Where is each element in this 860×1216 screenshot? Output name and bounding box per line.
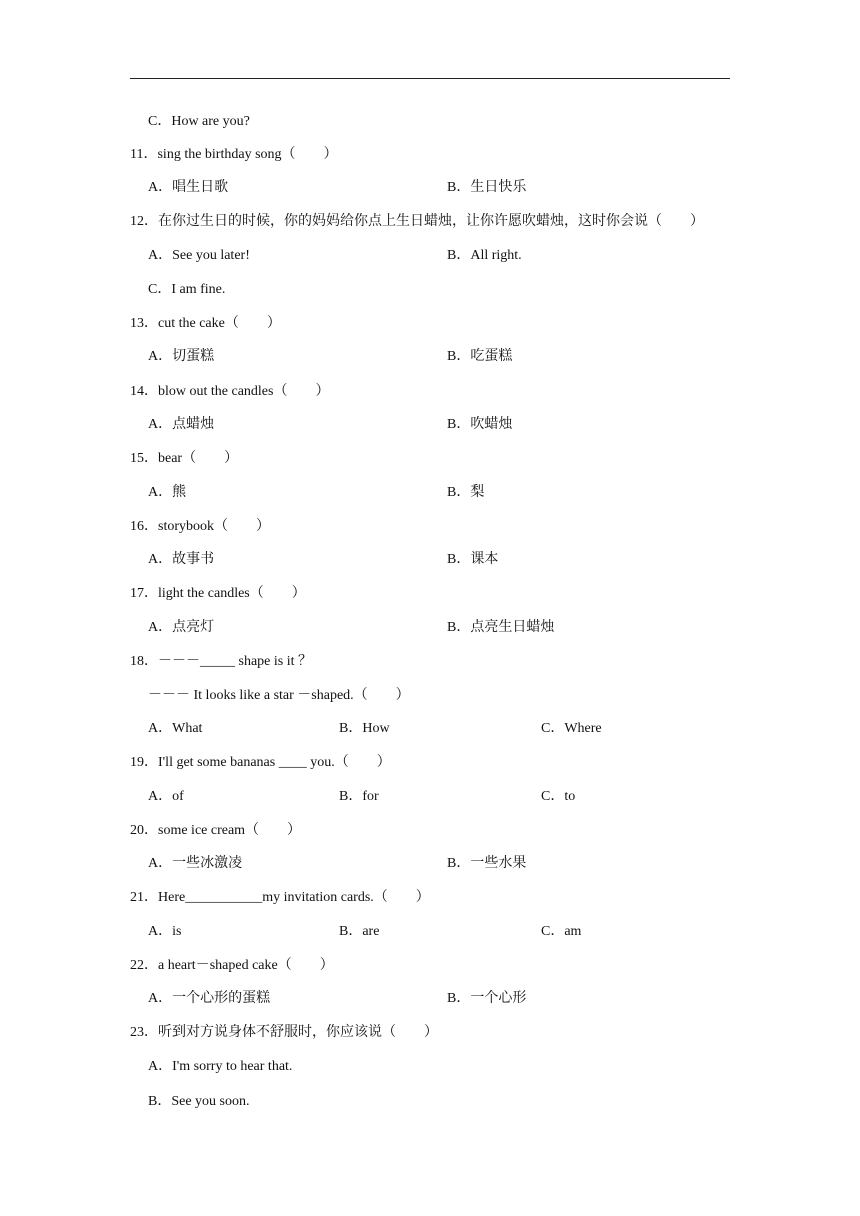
option-c-q19: C．to [541,789,576,804]
option-a-q21: A．is [148,924,182,939]
option-b-q23: B．See you soon. [148,1094,250,1109]
option-a-q13: A．切蛋糕 [148,349,215,364]
option-b-q12: B．All right. [447,248,522,263]
question-22: 22．a heart－shaped cake（ ） [130,958,334,973]
question-15: 15．bear（ ） [130,451,239,466]
option-b-q22: B．一个心形 [447,991,527,1006]
option-b-q19: B．for [339,789,379,804]
option-b-q15: B．梨 [447,485,485,500]
question-16: 16．storybook（ ） [130,519,270,534]
question-13: 13．cut the cake（ ） [130,316,281,331]
option-b-q20: B．一些水果 [447,856,527,871]
option-a-q17: A．点亮灯 [148,620,215,635]
question-23: 23．听到对方说身体不舒服时，你应该说（ ） [130,1025,438,1040]
option-a-q18: A．What [148,721,203,736]
question-12: 12．在你过生日的时候，你的妈妈给你点上生日蜡烛，让你许愿吹蜡烛，这时你会说（ ） [130,214,704,229]
option-a-q20: A．一些冰激凌 [148,856,243,871]
question-14: 14．blow out the candles（ ） [130,384,330,399]
option-a-q16: A．故事书 [148,552,215,567]
option-a-q12: A．See you later! [148,248,250,263]
option-a-q23: A．I'm sorry to hear that. [148,1059,293,1074]
question-11: 11．sing the birthday song（ ） [130,147,338,162]
option-c-q10: C．How are you? [148,114,250,129]
option-c-q12: C．I am fine. [148,282,226,297]
option-b-q14: B．吹蜡烛 [447,417,513,432]
option-b-q18: B．How [339,721,390,736]
option-a-q19: A．of [148,789,184,804]
option-b-q17: B．点亮生日蜡烛 [447,620,555,635]
option-c-q18: C．Where [541,721,602,736]
option-a-q11: A．唱生日歌 [148,180,229,195]
question-19: 19．I'll get some bananas ____ you.（ ） [130,755,391,770]
header-rule [130,78,730,79]
option-b-q11: B．生日快乐 [447,180,527,195]
option-a-q14: A．点蜡烛 [148,417,215,432]
option-b-q13: B．吃蛋糕 [447,349,513,364]
option-b-q21: B．are [339,924,380,939]
question-18: 18．－－－_____ shape is it ？ [130,654,312,669]
option-c-q21: C．am [541,924,582,939]
option-a-q15: A．熊 [148,485,187,500]
question-20: 20．some ice cream（ ） [130,823,302,838]
question-17: 17．light the candles（ ） [130,586,306,601]
option-b-q16: B．课本 [447,552,499,567]
question-21: 21．Here___________my invitation cards.（ ） [130,890,430,905]
question-18-line-2: －－－ It looks like a star －shaped.（ ） [148,688,410,703]
option-a-q22: A．一个心形的蛋糕 [148,991,271,1006]
